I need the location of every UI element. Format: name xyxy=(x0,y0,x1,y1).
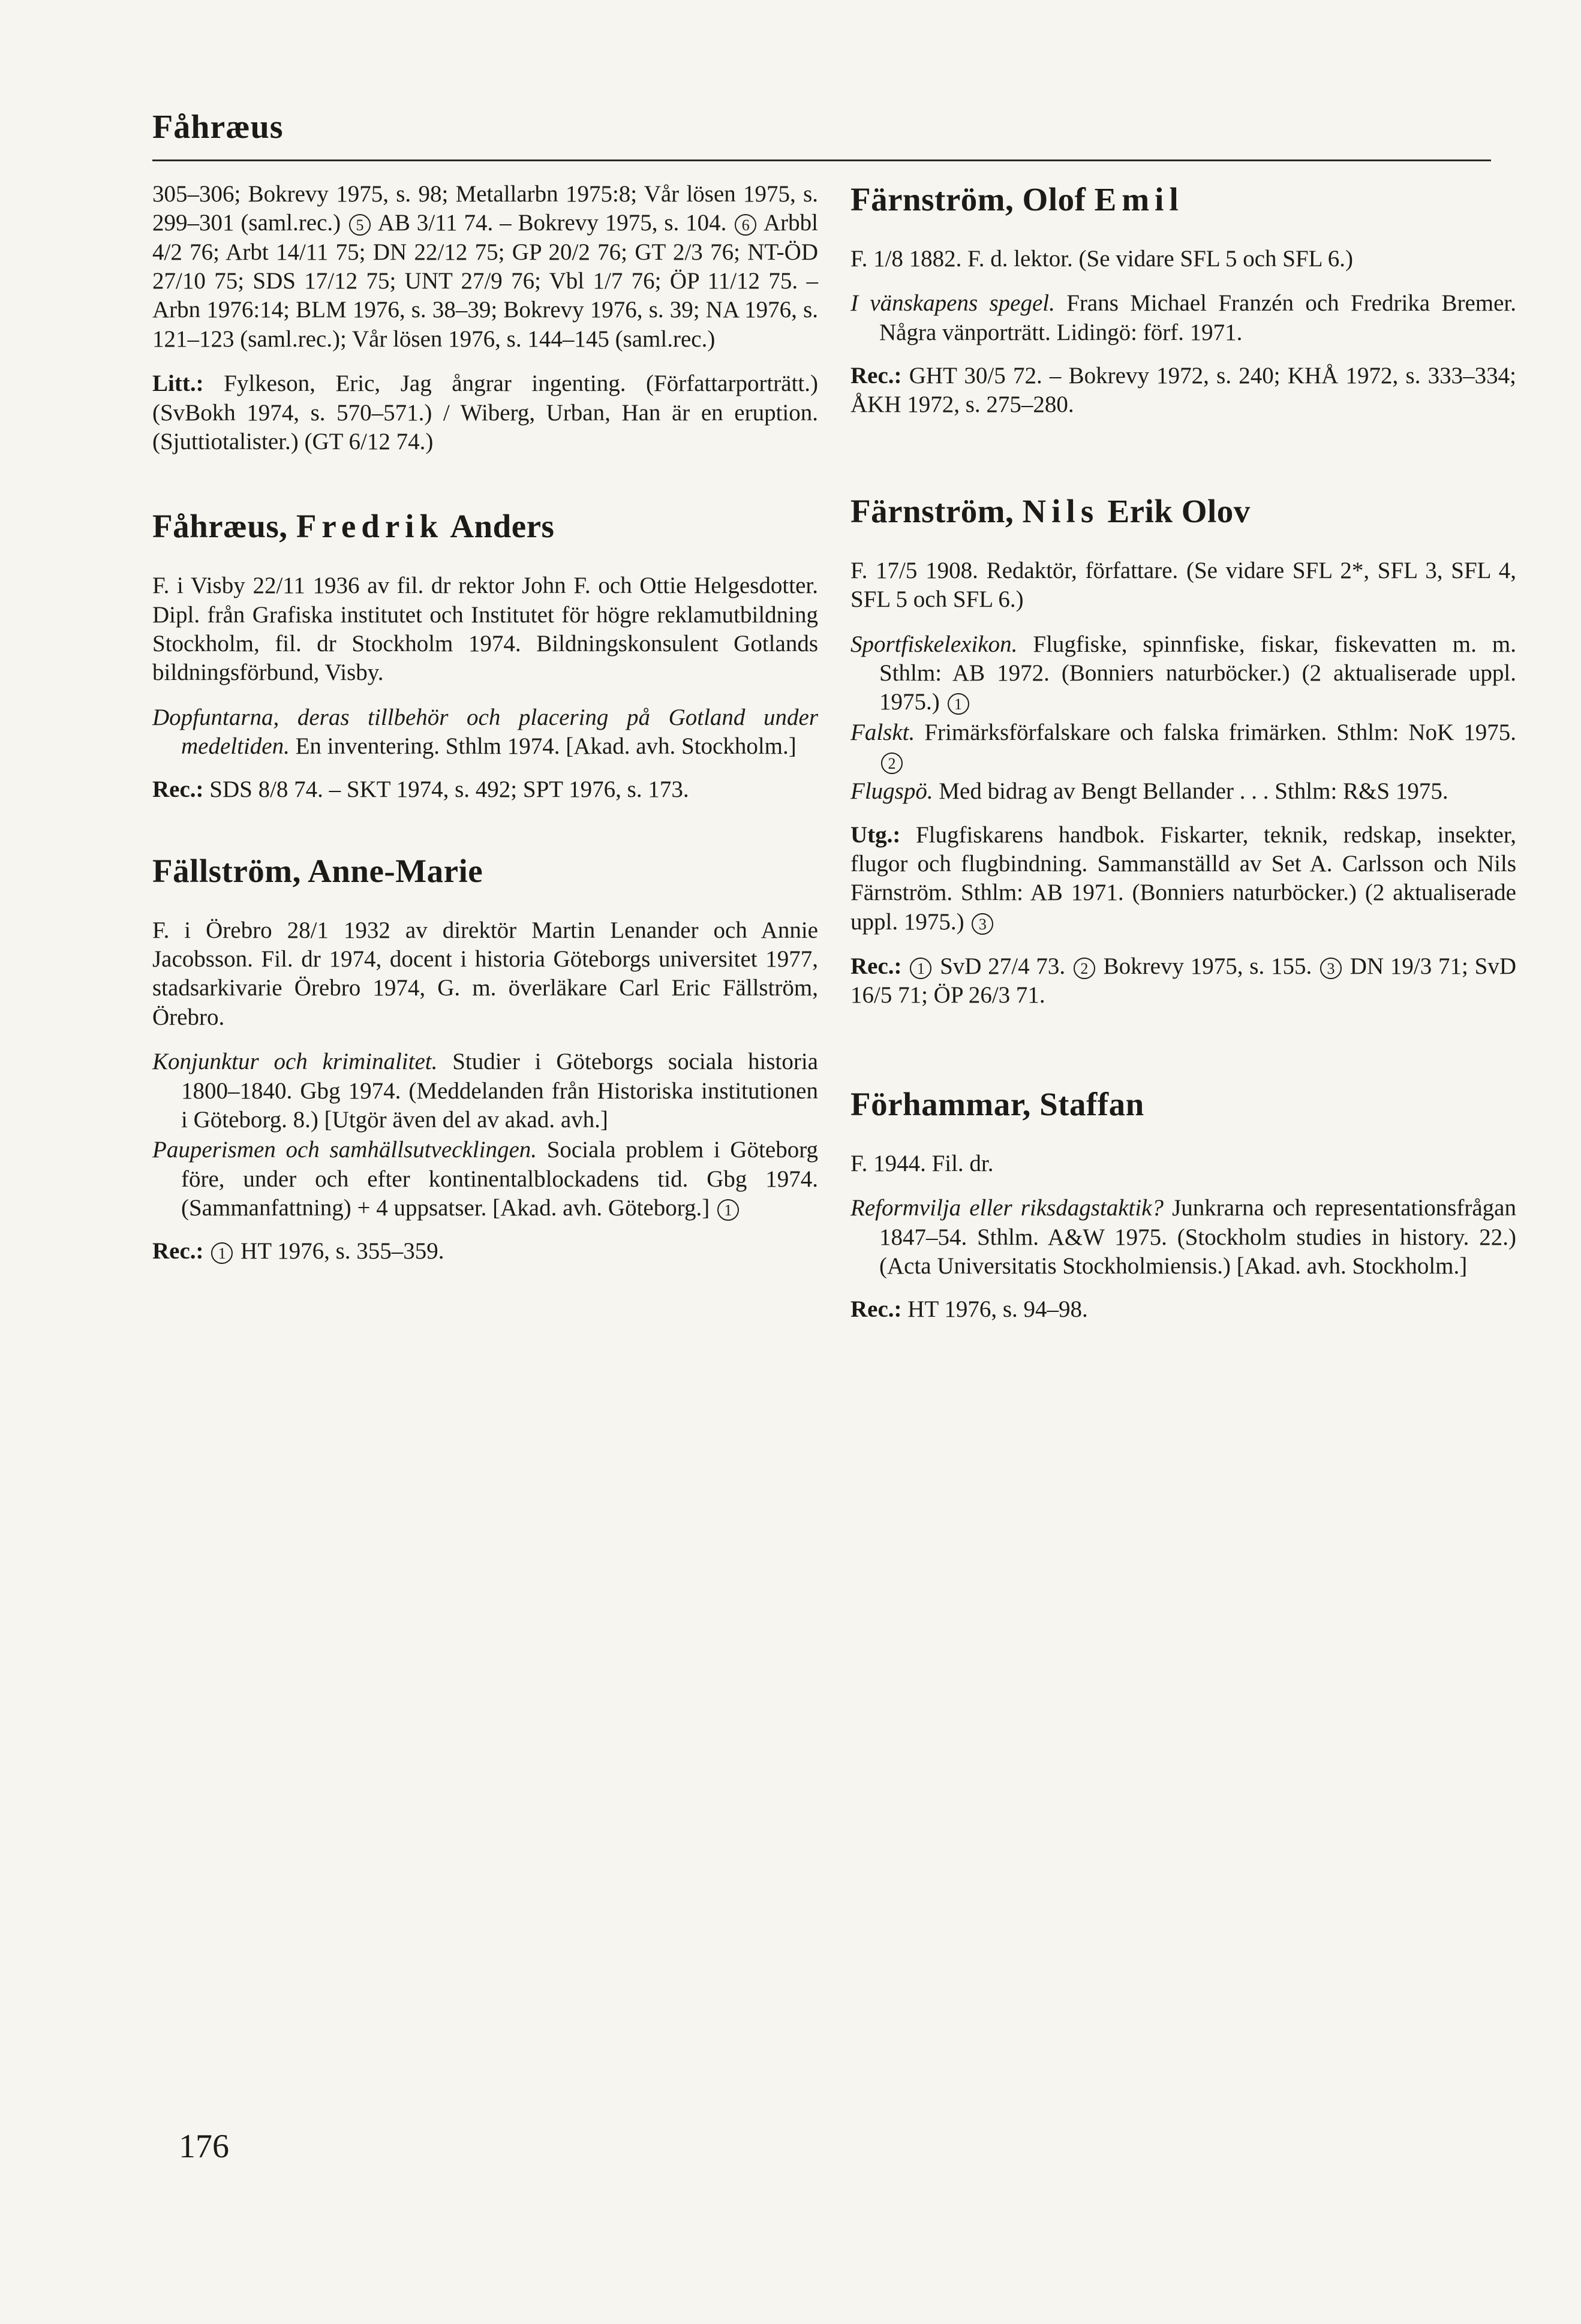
heading-rest-name: Anders xyxy=(450,508,555,545)
entry-farnstrom-nils xyxy=(850,492,1516,1010)
entry-heading xyxy=(152,507,818,546)
rec-text: SDS 8/8 74. – SKT 1974, s. 492; SPT 1976, s. 173. xyxy=(209,776,689,803)
reviews-paragraph xyxy=(850,1295,1516,1324)
heading-rest-name: Erik Olov xyxy=(1107,492,1251,529)
work-item xyxy=(850,777,1516,806)
reviews-paragraph xyxy=(850,362,1516,420)
heading-spaced-name: Fredrik xyxy=(296,508,444,545)
litt-label: Litt.: xyxy=(152,371,204,397)
work-item xyxy=(152,1136,818,1223)
circled-number-2: 2 xyxy=(881,752,903,774)
circled-number-1: 1 xyxy=(948,693,969,715)
entry-farnstrom-olof xyxy=(850,180,1516,420)
reviews-paragraph xyxy=(152,775,818,804)
rec-label: Rec.: xyxy=(152,776,204,803)
heading-spaced-name: Nils xyxy=(1022,492,1099,529)
circled-number-3: 3 xyxy=(972,913,993,935)
entry-heading xyxy=(850,492,1516,531)
circled-number-1: 1 xyxy=(910,958,931,979)
entry-heading: Fällström, Anne-Marie xyxy=(152,852,483,889)
circled-number-3: 3 xyxy=(1320,958,1342,979)
circled-number-1: 1 xyxy=(717,1199,739,1221)
bio-text: F. i Visby 22/11 1936 av fil. dr rektor John F. och Ottie Helgesdotter. Dipl. från Grafiska institutet och Institutet för högre reklamutbildning Stockholm, fil. dr Stockholm 1974. Bildningskonsulent Gotlands bildningsförbund, Visby. xyxy=(152,573,818,686)
entry-continuation xyxy=(152,180,818,456)
work-details: Flugfiske, spinnfiske, fiskar, fiskevatten m. m. Sthlm: AB 1972. (Bonniers naturböcker.) (2 aktualiserade uppl. 1975.) xyxy=(879,631,1517,715)
bio-text: F. 17/5 1908. Redaktör, författare. (Se vidare SFL 2*, SFL 3, SFL 4, SFL 5 och SFL 6.) xyxy=(850,557,1516,613)
work-title: Falskt. xyxy=(850,719,915,745)
rec-label: Rec.: xyxy=(850,363,902,389)
rec-text-1: SvD 27/4 73. xyxy=(940,953,1066,980)
work-details: Sociala problem i Göteborg före, under och efter kontinentalblockadens tid. Gbg 1974. (Sammanfattning) + 4 uppsatser. [Akad. avh. Göteborg.] xyxy=(181,1137,819,1221)
heading-surname: Fåhræus, xyxy=(152,508,288,545)
work-details: Junkrarna och representationsfrågan 1847–54. Sthlm. A&W 1975. (Stockholm studies in history. 22.) (Acta Universitatis Stockholmiensis.) [Akad. avh. Stockholm.] xyxy=(879,1195,1516,1279)
reviews-text-3: Arbbl 4/2 76; Arbt 14/11 75; DN 22/12 75; GP 20/2 76; GT 2/3 76; NT-ÖD 27/10 75; SDS 17/12 75; UNT 27/9 76; Vbl 1/7 76; ÖP 11/12 75. – Arbn 1976:14; BLM 1976, s. 38–39; Bokrevy 1976, s. 39; NA 1976, s. 121–123 (saml.rec.); Vår lösen 1976, s. 144–145 (saml.rec.) xyxy=(152,210,819,352)
work-title: Reformvilja eller riksdagstaktik? xyxy=(850,1195,1164,1221)
work-item xyxy=(152,1047,818,1134)
rec-label: Rec.: xyxy=(850,953,902,980)
circled-number-1: 1 xyxy=(211,1242,233,1264)
work-item xyxy=(850,289,1516,347)
work-title: Flugspö. xyxy=(850,778,933,805)
utg-paragraph xyxy=(850,821,1516,937)
utg-label: Utg.: xyxy=(850,821,901,848)
reviews-text-1: 305–306; Bokrevy 1975, s. 98; Metallarbn 1975:8; Vår lösen 1975, s. 299–301 (saml.rec.) xyxy=(152,181,818,236)
page-number: 176 xyxy=(179,2128,229,2165)
reviews-paragraph xyxy=(152,1237,818,1266)
entry-heading: Förhammar, Staffan xyxy=(850,1085,1144,1122)
bio-text: F. i Örebro 28/1 1932 av direktör Martin Lenander och Annie Jacobsson. Fil. dr 1974, docent i historia Göteborgs universitet 1977, stadsarkivarie Örebro 1974, G. m. överläkare Carl Eric Fällström, Örebro. xyxy=(152,917,818,1030)
work-title: Konjunktur och kriminalitet. xyxy=(152,1049,438,1075)
work-item xyxy=(850,630,1516,717)
heading-spaced-name: Emil xyxy=(1094,181,1184,218)
reviews-text-2: AB 3/11 74. – Bokrevy 1975, s. 104. xyxy=(377,210,727,236)
rec-text: HT 1976, s. 355–359. xyxy=(241,1238,444,1265)
work-item xyxy=(850,1194,1516,1281)
work-title: Sportfiskelexikon. xyxy=(850,631,1018,657)
work-title: I vänskapens spegel. xyxy=(850,290,1055,317)
right-column xyxy=(850,180,1516,1340)
litt-paragraph xyxy=(152,369,818,456)
reviews-paragraph xyxy=(850,952,1516,1010)
left-column xyxy=(152,180,818,1282)
rec-text: HT 1976, s. 94–98. xyxy=(907,1296,1088,1323)
work-details: Frans Michael Franzén och Fredrika Bremer. Några vänporträtt. Lidingö: förf. 1971. xyxy=(879,290,1516,345)
rec-label: Rec.: xyxy=(152,1238,204,1265)
work-item xyxy=(850,718,1516,776)
work-title: Dopfuntarna, deras tillbehör och placering på Gotland under medeltiden. xyxy=(152,704,818,760)
work-details: Med bidrag av Bengt Bellander . . . Sthlm: R&S 1975. xyxy=(939,778,1448,805)
rec-text-3: DN 19/3 71; SvD 16/5 71; ÖP 26/3 71. xyxy=(850,953,1516,1009)
entry-fahraeus-fredrik xyxy=(152,507,818,805)
header-rule xyxy=(152,159,1491,161)
running-title: Fåhræus xyxy=(152,109,284,146)
entry-fallstrom-annemarie xyxy=(152,851,818,1266)
circled-number-5: 5 xyxy=(349,214,371,236)
rec-label: Rec.: xyxy=(850,1296,902,1323)
rec-text: GHT 30/5 72. – Bokrevy 1972, s. 240; KHÅ 1972, s. 333–334; ÅKH 1972, s. 275–280. xyxy=(850,363,1516,418)
work-details: Frimärksförfalskare och falska frimärken. Sthlm: NoK 1975. xyxy=(924,719,1516,745)
litt-text: Fylkeson, Eric, Jag ångrar ingenting. (Författarporträtt.) (SvBokh 1974, s. 570–571.) / Wiberg, Urban, Han är en eruption. (Sjuttiotalister.) (GT 6/12 74.) xyxy=(152,371,818,454)
circled-number-6: 6 xyxy=(735,214,756,236)
bio-text: F. 1/8 1882. F. d. lektor. (Se vidare SFL 5 och SFL 6.) xyxy=(850,246,1354,272)
bio-text: F. 1944. Fil. dr. xyxy=(850,1150,994,1176)
work-title: Pauperismen och samhällsutvecklingen. xyxy=(152,1137,537,1163)
work-details: Studier i Göteborgs sociala historia 1800–1840. Gbg 1974. (Meddelanden från Historiska institutionen i Göteborg. 8.) [Utgör även del av akad. avh.] xyxy=(181,1049,818,1133)
entry-forhammar-staffan xyxy=(850,1085,1516,1324)
circled-number-2: 2 xyxy=(1074,958,1095,979)
work-details: En inventering. Sthlm 1974. [Akad. avh. Stockholm.] xyxy=(295,733,796,760)
entry-heading xyxy=(850,180,1516,219)
utg-text: Flugfiskarens handbok. Fiskarter, teknik, redskap, insekter, flugor och flugbindning. Sammanställd av Set A. Carlsson och Nils Färnström. Sthlm: AB 1971. (Bonniers naturböcker.) (2 aktualiserade uppl. 1975.) xyxy=(850,821,1517,935)
heading-lead: Färnström, Olof xyxy=(850,181,1086,218)
work-item xyxy=(152,703,818,761)
rec-text-2: Bokrevy 1975, s. 155. xyxy=(1103,953,1312,980)
heading-lead: Färnström, xyxy=(850,492,1014,529)
reviews-continued xyxy=(152,180,818,354)
